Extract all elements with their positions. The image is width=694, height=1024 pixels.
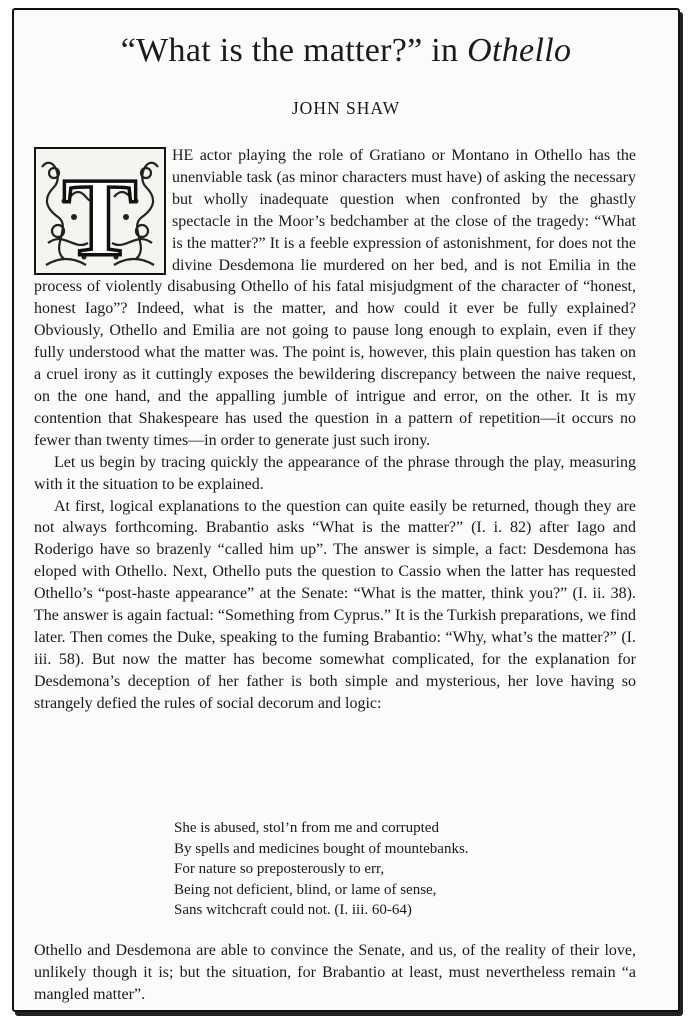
quote-line: Being not deficient, blind, or lame of sense, (174, 881, 437, 898)
paragraph-1-text: HE actor playing the role of Gratiano or Montano in Othello has the unenviable task (as minor characters must have) of asking the necessary but wholly inadequate question when confronted by the ghastly spectacle in the Moor’s bedchamber at the close of the tragedy: “What is the matter?” It is a feeble expression of astonishment, for does not the divine Desdemona lie murdered on her bed, and is not Emilia in the process of violently disabusing Othello of his fatal misjudgment of the character of “honest, honest Iago”? Indeed, what is the matter, and how could it ever be fully explained? Obviously, Othello and Emilia are not going to pause long enough to explain, even if they fully understood what the matter was. The point is, however, this plain question has taken on a cruel irony as it cuttingly exposes the bewildering discrepancy between the naive request, on the one hand, and the appalling jumble of intrigue and error, on the other. It is my contention that Shakespeare has used the question in a pattern of repetition—it occurs no fewer than twenty times—in order to generate just such irony. (34, 147, 636, 449)
title-main: “What is the matter?” in (120, 32, 468, 69)
block-quote (174, 818, 594, 921)
closing-paragraph: Othello and Desdemona are able to convince the Senate, and us, of the reality of their love, unlikely though it is; but the situation, for Brabantio at least, must nevertheless remain “a mangled matter”. (34, 942, 636, 1003)
ornamental-drop-cap (34, 147, 166, 275)
author-name: JOHN SHAW (291, 98, 401, 118)
paragraph-1 (34, 145, 636, 452)
quote-line: By spells and medicines bought of mountebanks. (174, 840, 469, 857)
article-title (14, 32, 678, 70)
quote-line: She is abused, stol’n from me and corrupted (174, 820, 439, 836)
paragraph-3: At first, logical explanations to the question can quite easily be returned, though they are not always forthcoming. Brabantio asks “What is the matter?” (I. i. 82) after Iago and Roderigo have so brazenly “called him up”. The answer is simple, a fact: Desdemona has eloped with Othello. Next, Othello puts the question to Cassio when the latter has requested Othello’s “post-haste appearance” at the Senate: “What is the matter, think you?” (I. ii. 38). The answer is again factual: “Something from Cyprus.” It is the Turkish preparations, we find later. Then comes the Duke, speaking to the fuming Brabantio: “Why, what’s the matter?” (I. iii. 58). But now the matter has become somewhat complicated, for the explanation for Desdemona’s deception of her father is both simple and mysterious, her love having so strangely defied the rules of social decorum and logic: (34, 497, 636, 712)
paragraph-2: Let us begin by tracing quickly the appearance of the phrase through the play, measuring with it the situation to be explained. (34, 453, 636, 493)
drop-cap-letter: T (62, 156, 138, 275)
article-body (34, 145, 636, 715)
title-italic: Othello (467, 32, 572, 69)
quote-line: For nature so preposterously to err, (174, 861, 385, 878)
closing-section (34, 940, 636, 1006)
quote-line: Sans witchcraft could not. (I. iii. 60-64) (174, 902, 412, 919)
